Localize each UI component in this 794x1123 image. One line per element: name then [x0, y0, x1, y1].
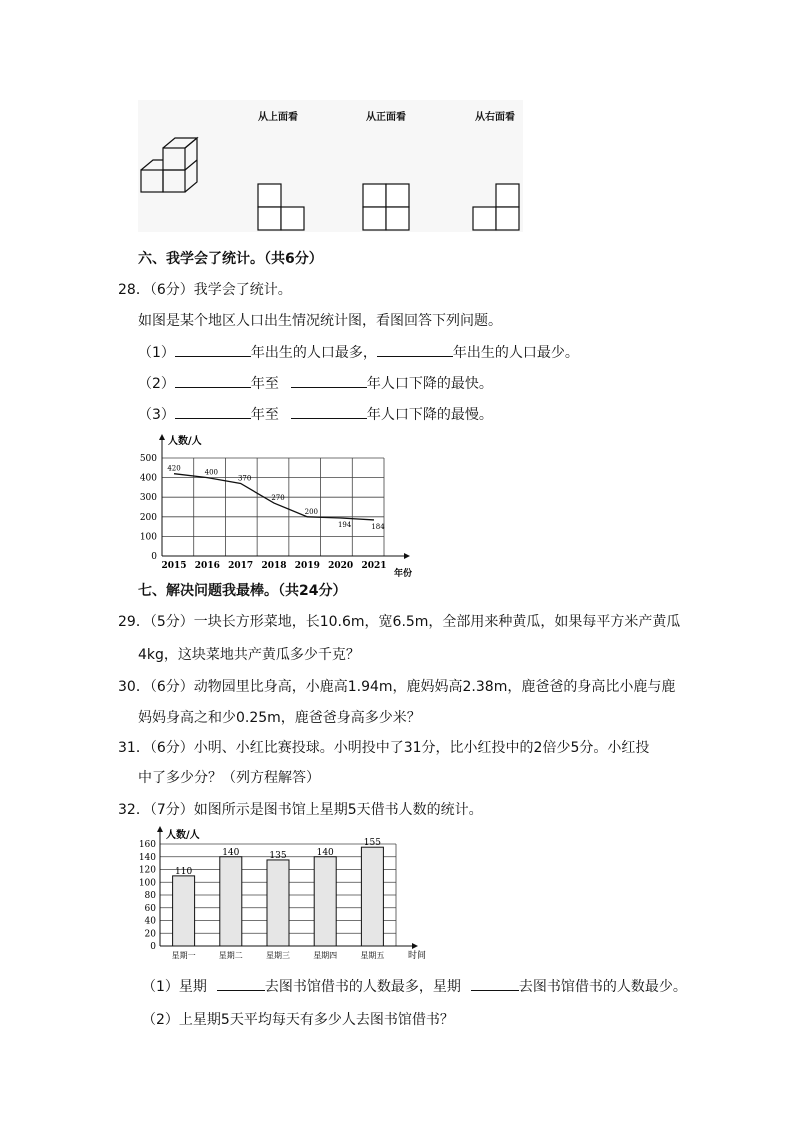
- y-axis-title: 人数/人: [168, 436, 202, 447]
- y-tick-label: 20: [144, 929, 156, 940]
- q32-sub1-prefix: （1）星期: [142, 979, 207, 995]
- x-axis-title: 时间: [408, 951, 427, 961]
- population-line-chart: [132, 432, 413, 579]
- y-tick-label: 100: [139, 532, 157, 543]
- q28-line2: [138, 373, 493, 394]
- answer-blank[interactable]: [377, 342, 453, 357]
- q31-line2: 中了多少分？（列方程解答）: [138, 770, 320, 786]
- x-tick-label: 星期一: [171, 951, 196, 960]
- q32-heading: 32．（7分）如图所示是图书馆上星期5天借书人数的统计。: [118, 802, 483, 818]
- q28-line3-prefix: （3）: [138, 407, 175, 423]
- y-tick-label: 140: [138, 852, 156, 863]
- data-label: 400: [204, 468, 219, 477]
- y-tick-label: 120: [138, 865, 156, 876]
- view-label-front: 从正面看: [366, 112, 406, 123]
- data-label: 420: [167, 464, 181, 473]
- q30-line2: 妈妈身高之和少0.25m，鹿爸爸身高多少米？: [138, 710, 421, 726]
- q28-line2-end: 年人口下降的最快。: [366, 376, 493, 392]
- q28-intro: 如图是某个地区人口出生情况统计图，看图回答下列问题。: [138, 313, 502, 329]
- x-tick-label: 2015: [161, 561, 187, 571]
- bar: [173, 876, 195, 946]
- y-tick-label: 0: [150, 942, 156, 952]
- x-tick-label: 星期四: [313, 951, 338, 960]
- q28-line3-middle: 年至: [250, 407, 279, 423]
- q28-heading: 28．（6分）我学会了统计。: [118, 282, 292, 298]
- q32-sub1: [142, 976, 687, 997]
- data-label: 184: [371, 522, 385, 531]
- data-label: 110: [175, 866, 193, 877]
- data-label: 140: [222, 847, 240, 858]
- bar: [314, 857, 336, 946]
- data-label: 270: [271, 494, 285, 503]
- view-label-right: 从右面看: [475, 112, 515, 123]
- x-axis-title: 年份: [394, 569, 413, 579]
- y-tick-label: 200: [139, 512, 157, 523]
- y-tick-label: 80: [144, 891, 156, 901]
- q28-line1-end: 年出生的人口最少。: [452, 345, 579, 361]
- q32-sub2: （2）上星期5天平均每天有多少人去图书馆借书？: [142, 1012, 454, 1028]
- data-label: 194: [337, 520, 352, 529]
- answer-blank[interactable]: [291, 373, 367, 388]
- x-axis-arrow: [412, 943, 418, 949]
- y-tick-label: 500: [139, 454, 157, 464]
- x-tick-label: 2019: [294, 561, 320, 571]
- q31-line1: 31．（6分）小明、小红比赛投球。小明投中了31分，比小红投中的2倍少5分。小红投: [118, 740, 650, 756]
- y-axis-arrow: [157, 826, 163, 832]
- answer-blank[interactable]: [175, 404, 251, 419]
- data-label: 135: [269, 850, 287, 861]
- library-bar-chart: [132, 826, 432, 966]
- q28-line1-prefix: （1）: [138, 345, 175, 361]
- right-view-drawing: [471, 180, 521, 232]
- data-label: 370: [237, 474, 252, 483]
- q29-line2: 4kg，这块菜地共产黄瓜多少千克？: [138, 647, 360, 663]
- x-tick-label: 2017: [228, 561, 254, 571]
- y-tick-label: 400: [139, 473, 157, 484]
- q30-line1: 30．（6分）动物园里比身高，小鹿高1.94m，鹿妈妈高2.38m，鹿爸爸的身高比小鹿与鹿: [118, 679, 676, 695]
- y-tick-label: 60: [144, 903, 156, 914]
- section-seven-title: 七、解决问题我最棒。（共24分）: [138, 583, 347, 599]
- data-label: 200: [304, 507, 319, 516]
- answer-blank[interactable]: [471, 976, 519, 991]
- y-tick-label: 160: [138, 840, 156, 850]
- x-tick-label: 星期五: [360, 951, 385, 960]
- q28-line2-middle: 年至: [250, 376, 279, 392]
- y-axis-title: 人数/人: [166, 830, 200, 841]
- q28-line1: [138, 342, 579, 363]
- x-tick-label: 2018: [261, 561, 287, 571]
- x-axis-arrow: [404, 553, 410, 559]
- q29-line1: 29．（5分）一块长方形菜地，长10.6m，宽6.5m，全部用来种黄瓜，如果每平方米产黄瓜: [118, 614, 681, 630]
- q32-sub1-middle: 去图书馆借书的人数最多，星期: [264, 979, 461, 995]
- q28-line1-middle: 年出生的人口最多，: [250, 345, 377, 361]
- q28-line3-end: 年人口下降的最慢。: [366, 407, 493, 423]
- front-view-drawing: [361, 180, 411, 232]
- y-tick-label: 100: [138, 878, 156, 889]
- answer-blank[interactable]: [175, 373, 251, 388]
- x-tick-label: 2021: [361, 561, 387, 571]
- data-label: 140: [316, 847, 334, 858]
- answer-blank[interactable]: [291, 404, 367, 419]
- data-label: 155: [363, 838, 381, 849]
- view-label-top: 从上面看: [258, 112, 298, 123]
- y-tick-label: 0: [151, 552, 157, 562]
- x-tick-label: 星期二: [218, 951, 243, 960]
- y-tick-label: 40: [144, 916, 156, 927]
- x-tick-label: 2016: [194, 561, 220, 571]
- answer-blank[interactable]: [217, 976, 265, 991]
- x-tick-label: 星期三: [266, 951, 290, 960]
- answer-blank[interactable]: [175, 342, 251, 357]
- y-axis-arrow: [159, 434, 165, 440]
- y-tick-label: 300: [139, 493, 157, 504]
- bar: [361, 847, 383, 946]
- bar: [220, 857, 242, 946]
- top-view-drawing: [256, 180, 306, 232]
- cube-solid-drawing: [138, 132, 218, 202]
- section-six-title: 六、我学会了统计。（共6分）: [138, 251, 323, 267]
- x-tick-label: 2020: [328, 561, 354, 571]
- q28-line2-prefix: （2）: [138, 376, 175, 392]
- bar: [267, 860, 289, 946]
- q32-sub1-end: 去图书馆借书的人数最少。: [518, 979, 687, 995]
- q28-line3: [138, 404, 493, 425]
